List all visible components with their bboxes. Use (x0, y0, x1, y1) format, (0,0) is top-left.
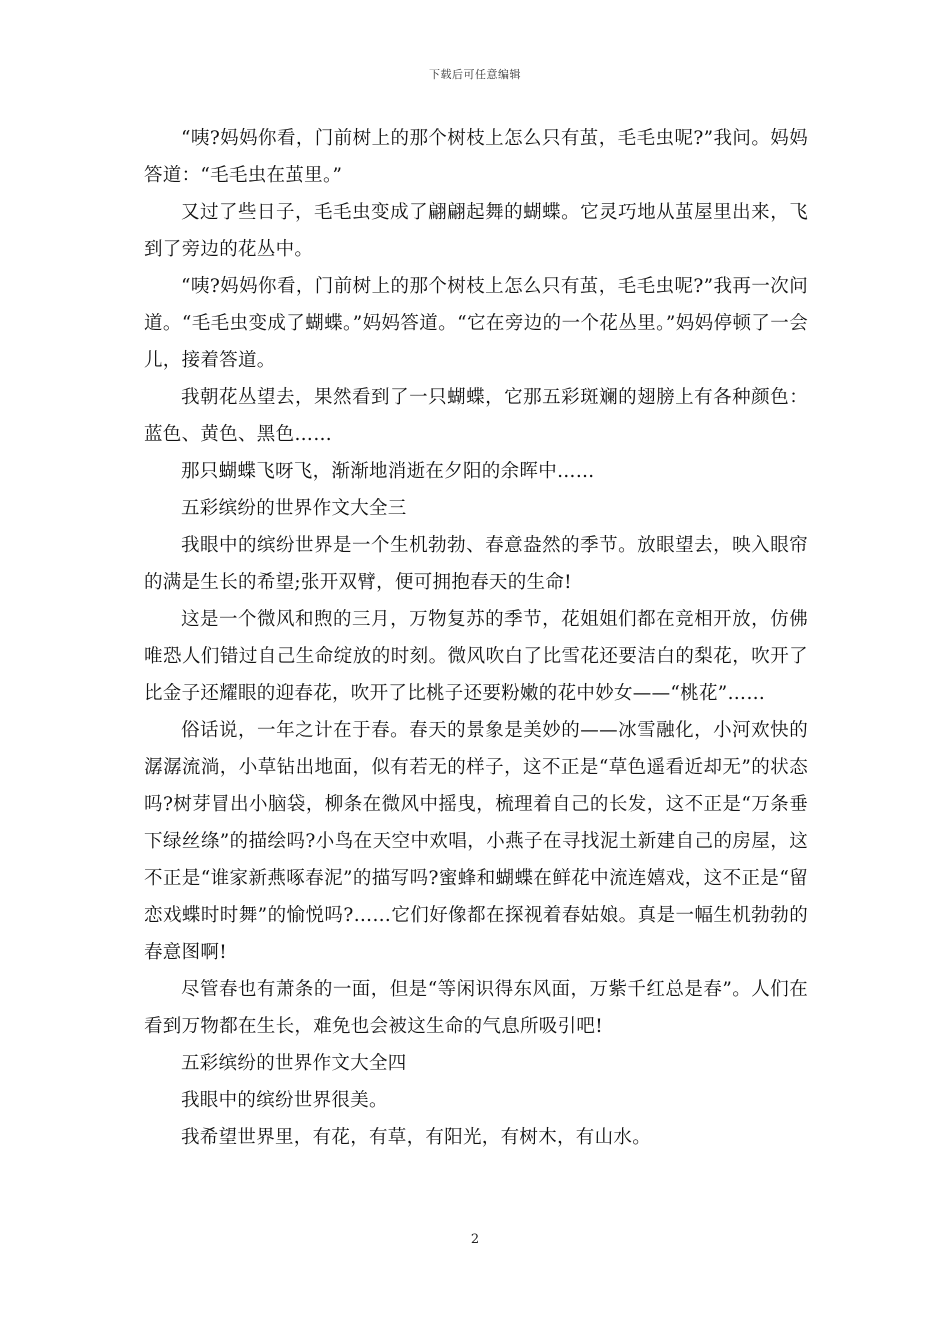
paragraph: 我眼中的缤纷世界很美。 (181, 1090, 388, 1111)
paragraph: “咦?妈妈你看，门前树上的那个树枝上怎么只有茧，毛毛虫呢?”我再一次问道。“毛毛虫变成了蝴蝶。”妈妈答道。“它在旁边的一个花丛里。”妈妈停顿了一会儿，接着答道。 (144, 276, 808, 371)
page-header: 下载后可任意编辑 (429, 68, 521, 81)
paragraph: 我朝花丛望去，果然看到了一只蝴蝶，它那五彩斑斓的翅膀上有各种颜色：蓝色、黄色、黑色…… (144, 387, 808, 445)
section-heading: 五彩缤纷的世界作文大全三 (181, 498, 407, 519)
paragraph: 那只蝴蝶飞呀飞，渐渐地消逝在夕阳的余晖中…… (181, 461, 595, 482)
paragraph: 这是一个微风和煦的三月，万物复苏的季节，花姐姐们都在竞相开放，仿佛唯恐人们错过自己生命绽放的时刻。微风吹白了比雪花还要洁白的梨花，吹开了比金子还耀眼的迎春花，吹开了比桃子还要粉嫩的花中妙女——“桃花”…… (144, 609, 808, 704)
paragraph: 尽管春也有萧条的一面，但是“等闲识得东风面，万紫千红总是春”。人们在看到万物都在生长，难免也会被这生命的气息所吸引吧! (144, 979, 808, 1037)
paragraph: “咦?妈妈你看，门前树上的那个树枝上怎么只有茧，毛毛虫呢?”我问。妈妈答道：“毛毛虫在茧里。” (144, 128, 808, 186)
paragraph: 我希望世界里，有花，有草，有阳光，有树木，有山水。 (181, 1127, 652, 1148)
document-body (144, 120, 808, 1156)
paragraph: 又过了些日子，毛毛虫变成了翩翩起舞的蝴蝶。它灵巧地从茧屋里出来，飞到了旁边的花丛中。 (144, 202, 808, 260)
section-heading: 五彩缤纷的世界作文大全四 (181, 1053, 407, 1074)
page-number: 2 (470, 1232, 480, 1247)
paragraph: 我眼中的缤纷世界是一个生机勃勃、春意盎然的季节。放眼望去，映入眼帘的满是生长的希望;张开双臂，便可拥抱春天的生命! (144, 535, 808, 593)
paragraph: 俗话说，一年之计在于春。春天的景象是美妙的——冰雪融化，小河欢快的潺潺流淌，小草钻出地面，似有若无的样子，这不正是“草色遥看近却无”的状态吗?树芽冒出小脑袋，柳条在微风中摇曳，梳理着自己的长发，这不正是“万条垂下绿丝绦”的描绘吗?小鸟在天空中欢唱，小燕子在寻找泥土新建自己的房屋，这不正是“谁家新燕啄春泥”的描写吗?蜜蜂和蝴蝶在鲜花中流连嬉戏，这不正是“留恋戏蝶时时舞”的愉悦吗?……它们好像都在探视着春姑娘。真是一幅生机勃勃的春意图啊! (144, 720, 808, 963)
